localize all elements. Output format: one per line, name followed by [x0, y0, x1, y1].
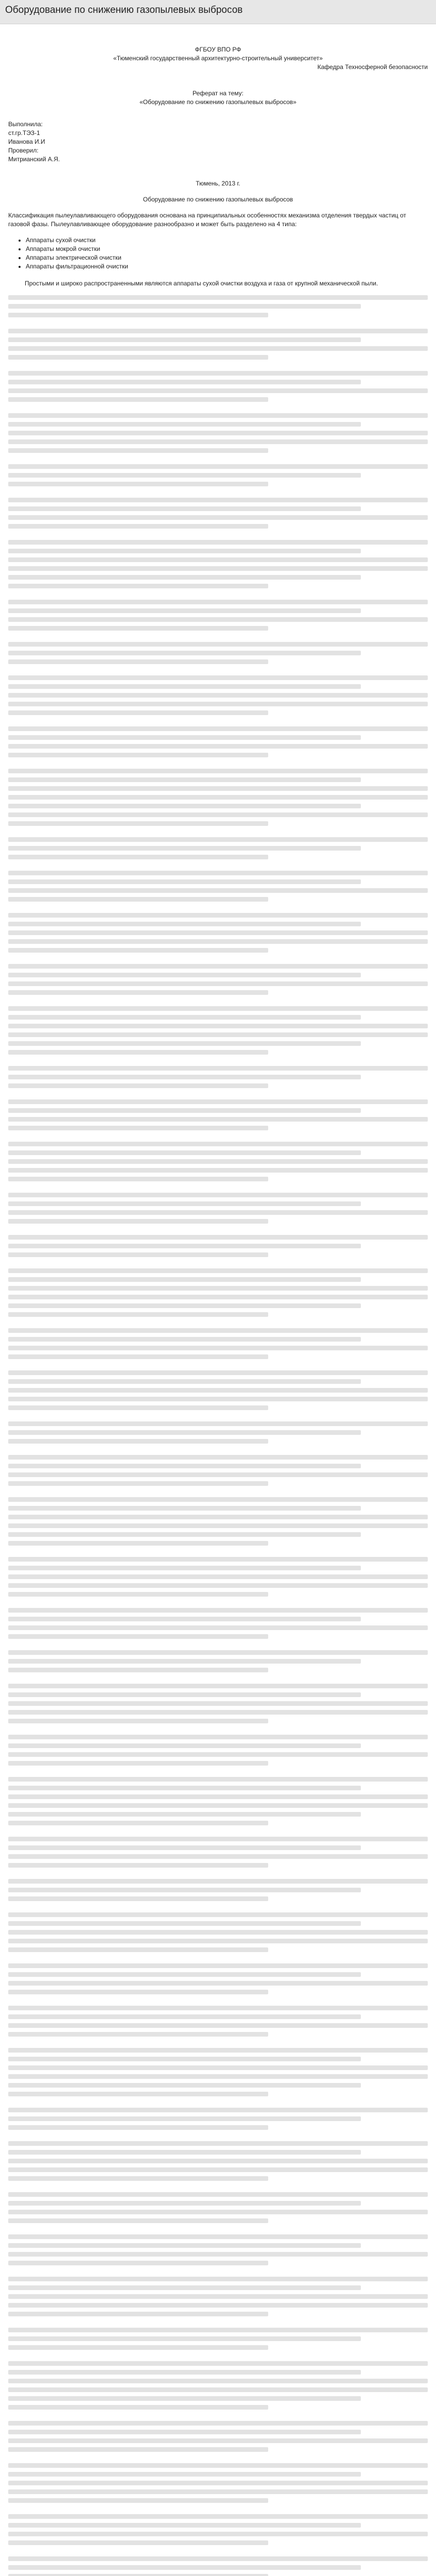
text-line [8, 2083, 361, 2088]
text-line [8, 1719, 268, 1723]
text-line [8, 1803, 428, 1808]
text-line [8, 2430, 361, 2434]
text-line [8, 1108, 361, 1113]
text-line [8, 2336, 361, 2341]
text-line [8, 1583, 428, 1588]
text-line [8, 821, 268, 826]
text-line [8, 2048, 428, 2053]
text-line [8, 879, 361, 884]
text-paragraph [8, 1557, 428, 1597]
text-line [8, 2447, 268, 2452]
text-line [8, 2006, 428, 2010]
text-line [8, 1193, 428, 1197]
text-paragraph [8, 329, 428, 360]
text-line [8, 1041, 361, 1046]
text-line [8, 1625, 428, 1630]
text-line [8, 1879, 428, 1884]
text-paragraph [8, 2234, 428, 2265]
text-line [8, 575, 361, 580]
text-line [8, 1990, 268, 1994]
text-line [8, 786, 428, 791]
text-line [8, 744, 428, 749]
text-line [8, 2294, 428, 2299]
student-group: ст.гр.ТЭЗ-1 [8, 129, 40, 137]
text-line [8, 1370, 428, 1375]
text-line [8, 2141, 428, 2146]
text-line [8, 2125, 268, 2130]
text-line [8, 981, 428, 986]
text-line [8, 1337, 361, 1342]
text-paragraph [8, 675, 428, 715]
text-line [8, 1481, 268, 1486]
text-line [8, 1201, 361, 1206]
text-line [8, 812, 428, 817]
text-line [8, 2074, 428, 2079]
text-line [8, 1142, 428, 1146]
text-line [8, 2285, 361, 2290]
text-paragraph [8, 1777, 428, 1825]
text-line [8, 651, 361, 655]
text-paragraph [8, 295, 428, 317]
text-line [8, 948, 268, 953]
text-line [8, 1710, 428, 1715]
text-line [8, 1117, 428, 1122]
student-name: Иванова И.И [8, 138, 45, 145]
text-line [8, 431, 428, 435]
text-line [8, 1015, 361, 1020]
document-body [8, 33, 428, 2576]
list-item: • Аппараты сухой очистки [26, 236, 428, 245]
text-line [8, 1083, 268, 1088]
text-line [8, 1574, 428, 1579]
text-line [8, 2192, 428, 2197]
text-paragraph [8, 1370, 428, 1410]
text-line [8, 2540, 268, 2545]
text-line [8, 1268, 428, 1273]
text-line [8, 600, 428, 604]
body-text-lines [8, 295, 428, 2576]
text-line [8, 337, 361, 342]
text-line [8, 1845, 361, 1850]
institution-block [8, 45, 428, 72]
text-line [8, 1566, 361, 1570]
text-line [8, 2032, 268, 2037]
text-line [8, 380, 361, 384]
text-line [8, 2167, 428, 2172]
text-line [8, 777, 361, 782]
text-line [8, 2116, 361, 2121]
text-line [8, 855, 268, 859]
text-line [8, 1786, 361, 1790]
section-title: Оборудование по снижению газопылевых выбросов [143, 196, 293, 203]
text-line [8, 1286, 428, 1291]
text-line [8, 1939, 428, 1943]
text-line [8, 1634, 268, 1639]
text-line [8, 1821, 268, 1825]
text-line [8, 2092, 268, 2096]
text-line [8, 710, 268, 715]
text-paragraph [8, 2421, 428, 2452]
text-paragraph [8, 1912, 428, 1952]
list-item: • Аппараты мокрой очистки [26, 245, 428, 253]
text-line [8, 2421, 428, 2426]
text-line [8, 753, 268, 757]
text-line [8, 2210, 428, 2214]
text-line [8, 1295, 428, 1299]
text-line [8, 930, 428, 935]
text-line [8, 1379, 361, 1384]
text-line [8, 2277, 428, 2281]
text-line [8, 482, 268, 486]
text-line [8, 2303, 428, 2308]
text-line [8, 1210, 428, 1215]
text-line [8, 1761, 268, 1766]
text-paragraph [8, 1879, 428, 1901]
text-line [8, 2261, 268, 2265]
text-paragraph [8, 2277, 428, 2316]
text-line [8, 2312, 268, 2316]
text-line [8, 397, 268, 402]
text-paragraph [8, 1193, 428, 1224]
text-paragraph [8, 1006, 428, 1055]
text-line [8, 1888, 361, 1892]
text-paragraph [8, 540, 428, 588]
text-line [8, 973, 361, 977]
text-line [8, 515, 428, 520]
text-line [8, 939, 428, 944]
text-line [8, 2252, 428, 2257]
text-line [8, 1912, 428, 1917]
text-line [8, 1692, 361, 1697]
text-line [8, 1024, 428, 1028]
text-line [8, 1455, 428, 1460]
text-line [8, 2481, 428, 2485]
text-paragraph [8, 2463, 428, 2503]
text-line [8, 2523, 361, 2528]
text-line [8, 1430, 361, 1435]
text-line [8, 1592, 268, 1597]
text-line [8, 702, 428, 706]
text-line [8, 557, 428, 562]
text-line [8, 1701, 428, 1706]
text-line [8, 2532, 428, 2536]
text-line [8, 1659, 361, 1664]
text-line [8, 684, 361, 689]
text-paragraph [8, 1735, 428, 1766]
text-line [8, 693, 428, 698]
text-paragraph [8, 2556, 428, 2576]
text-line [8, 846, 361, 851]
text-line [8, 1099, 428, 1104]
text-line [8, 608, 361, 613]
page-header [0, 0, 436, 24]
text-line [8, 922, 361, 926]
text-paragraph [8, 1235, 428, 1257]
text-line [8, 1397, 428, 1401]
text-paragraph [8, 1099, 428, 1130]
text-line [8, 1303, 361, 1308]
text-paragraph [8, 1684, 428, 1723]
text-paragraph [8, 2006, 428, 2037]
text-line [8, 1506, 361, 1511]
text-line [8, 464, 428, 469]
text-line [8, 1668, 268, 1672]
text-paragraph [8, 769, 428, 826]
text-line [8, 2438, 428, 2443]
text-line [8, 964, 428, 969]
text-line [8, 1896, 268, 1901]
text-paragraph [8, 1963, 428, 1994]
text-line [8, 473, 361, 478]
text-paragraph [8, 964, 428, 995]
text-line [8, 1252, 268, 1257]
text-line [8, 2218, 268, 2223]
text-line [8, 295, 428, 300]
text-paragraph [8, 1142, 428, 1181]
text-line [8, 1777, 428, 1782]
text-line [8, 795, 428, 800]
report-type: Реферат на тему: [193, 90, 243, 97]
text-line [8, 1837, 428, 1841]
text-line [8, 1032, 428, 1037]
text-line [8, 642, 428, 647]
text-line [8, 2150, 361, 2155]
text-line [8, 1972, 361, 1977]
intro-paragraph: Классификация пылеулавливающего оборудования основана на принципиальных особенностях механизма отделения твердых частиц от газовой фазы. Пылеулавливающее оборудование разнообразно и может быть разделено на 4 типа: [8, 212, 407, 228]
text-line [8, 1684, 428, 1688]
text-line [8, 2243, 361, 2248]
text-line [8, 1177, 268, 1181]
text-line [8, 2345, 268, 2350]
text-line [8, 2463, 428, 2468]
text-line [8, 422, 361, 427]
dry-cleaning-intro: Простыми и широко распространенными являются аппараты сухой очистки воздуха и газа от крупной механической пыли. [25, 280, 378, 287]
text-line [8, 506, 361, 511]
text-line [8, 659, 268, 664]
text-line [8, 388, 428, 393]
text-line [8, 2379, 428, 2383]
text-line [8, 1515, 428, 1519]
text-line [8, 617, 428, 622]
text-line [8, 1050, 268, 1055]
text-paragraph [8, 2108, 428, 2130]
text-line [8, 566, 428, 571]
page-title: Оборудование по снижению газопылевых выбросов [5, 5, 243, 15]
text-line [8, 2201, 361, 2206]
text-paragraph [8, 726, 428, 757]
text-line [8, 2405, 268, 2410]
text-line [8, 1235, 428, 1240]
text-line [8, 1312, 268, 1317]
text-line [8, 2574, 268, 2576]
text-line [8, 1464, 361, 1468]
text-paragraph [8, 1650, 428, 1672]
checked-label: Проверил: [8, 147, 39, 154]
text-line [8, 1523, 428, 1528]
text-line [8, 1277, 361, 1282]
text-line [8, 1947, 268, 1952]
text-line [8, 2498, 268, 2503]
text-line [8, 1244, 361, 1248]
text-line [8, 1388, 428, 1393]
text-line [8, 1752, 428, 1757]
text-paragraph [8, 871, 428, 902]
text-line [8, 549, 361, 553]
text-line [8, 329, 428, 333]
text-line [8, 2370, 361, 2375]
text-line [8, 2234, 428, 2239]
text-line [8, 626, 268, 631]
text-paragraph [8, 2141, 428, 2181]
text-line [8, 871, 428, 875]
text-line [8, 2565, 361, 2570]
text-line [8, 524, 268, 529]
text-paragraph [8, 837, 428, 859]
text-paragraph [8, 1455, 428, 1486]
text-paragraph [8, 1066, 428, 1088]
text-paragraph [8, 1268, 428, 1317]
performed-label: Выполнила: [8, 121, 43, 128]
text-line [8, 1863, 268, 1868]
text-line [8, 371, 428, 376]
text-line [8, 413, 428, 418]
text-line [8, 726, 428, 731]
text-line [8, 1421, 428, 1426]
student-block [8, 120, 428, 164]
text-paragraph [8, 1497, 428, 1546]
text-line [8, 2396, 361, 2401]
text-line [8, 675, 428, 680]
text-line [8, 1794, 428, 1799]
text-line [8, 1006, 428, 1011]
text-line [8, 990, 268, 995]
text-paragraph [8, 498, 428, 529]
text-line [8, 1159, 428, 1164]
text-line [8, 1743, 361, 1748]
text-line [8, 1075, 361, 1079]
text-line [8, 1168, 428, 1173]
text-line [8, 1126, 268, 1130]
text-line [8, 1150, 361, 1155]
text-paragraph [8, 913, 428, 953]
text-line [8, 1921, 361, 1926]
text-line [8, 313, 268, 317]
text-line [8, 2472, 361, 2477]
text-paragraph [8, 2328, 428, 2350]
text-line [8, 897, 268, 902]
university-line: «Тюменский государственный архитектурно-строительный университет» [113, 55, 323, 62]
text-line [8, 1405, 268, 1410]
text-line [8, 1472, 428, 1477]
text-line [8, 355, 268, 360]
text-line [8, 498, 428, 502]
text-line [8, 448, 268, 453]
text-line [8, 2057, 361, 2061]
text-paragraph [8, 2048, 428, 2096]
text-paragraph [8, 413, 428, 453]
department-line: Кафедра Техносферной безопасности [317, 63, 428, 71]
text-line [8, 2556, 428, 2561]
text-line [8, 1541, 268, 1546]
text-line [8, 1354, 268, 1359]
text-line [8, 304, 361, 309]
list-item: • Аппараты электрической очистки [26, 253, 428, 262]
text-line [8, 1557, 428, 1562]
text-line [8, 1930, 428, 1935]
text-line [8, 735, 361, 740]
text-line [8, 769, 428, 773]
text-line [8, 913, 428, 918]
text-line [8, 1735, 428, 1739]
text-line [8, 2014, 361, 2019]
text-paragraph [8, 2192, 428, 2223]
text-line [8, 2387, 428, 2392]
text-line [8, 1650, 428, 1655]
text-line [8, 2023, 428, 2028]
text-line [8, 2328, 428, 2332]
text-line [8, 1608, 428, 1613]
text-line [8, 2159, 428, 2163]
text-line [8, 1812, 361, 1817]
report-title-block [8, 89, 428, 107]
text-line [8, 1854, 428, 1859]
list-item: • Аппараты фильтрационной очистки [26, 262, 428, 271]
text-paragraph [8, 642, 428, 664]
text-line [8, 540, 428, 545]
text-paragraph [8, 1608, 428, 1639]
text-line [8, 346, 428, 351]
text-paragraph [8, 464, 428, 486]
text-line [8, 2361, 428, 2366]
apparatus-type-list [8, 236, 428, 271]
text-paragraph [8, 1837, 428, 1868]
text-line [8, 1328, 428, 1333]
report-topic: «Оборудование по снижению газопылевых выбросов» [139, 98, 297, 106]
text-line [8, 1497, 428, 1502]
text-paragraph [8, 2514, 428, 2545]
text-line [8, 2108, 428, 2112]
text-line [8, 1066, 428, 1071]
text-paragraph [8, 1328, 428, 1359]
text-line [8, 1981, 428, 1986]
text-paragraph [8, 600, 428, 631]
text-paragraph [8, 371, 428, 402]
text-line [8, 2065, 428, 2070]
city-year: Тюмень, 2013 г. [196, 180, 240, 187]
text-line [8, 1963, 428, 1968]
text-line [8, 2514, 428, 2519]
text-line [8, 439, 428, 444]
ministry-line: ФГБОУ ВПО РФ [195, 46, 241, 53]
text-line [8, 584, 268, 588]
text-line [8, 837, 428, 842]
text-line [8, 1617, 361, 1621]
teacher-name: Митрианский А.Я. [8, 156, 60, 163]
text-line [8, 2489, 428, 2494]
text-line [8, 2176, 268, 2181]
text-line [8, 804, 361, 808]
text-line [8, 1532, 361, 1537]
text-paragraph [8, 1421, 428, 1444]
text-line [8, 1439, 268, 1444]
text-line [8, 1346, 428, 1350]
text-line [8, 888, 428, 893]
text-paragraph [8, 2361, 428, 2410]
text-line [8, 1219, 268, 1224]
